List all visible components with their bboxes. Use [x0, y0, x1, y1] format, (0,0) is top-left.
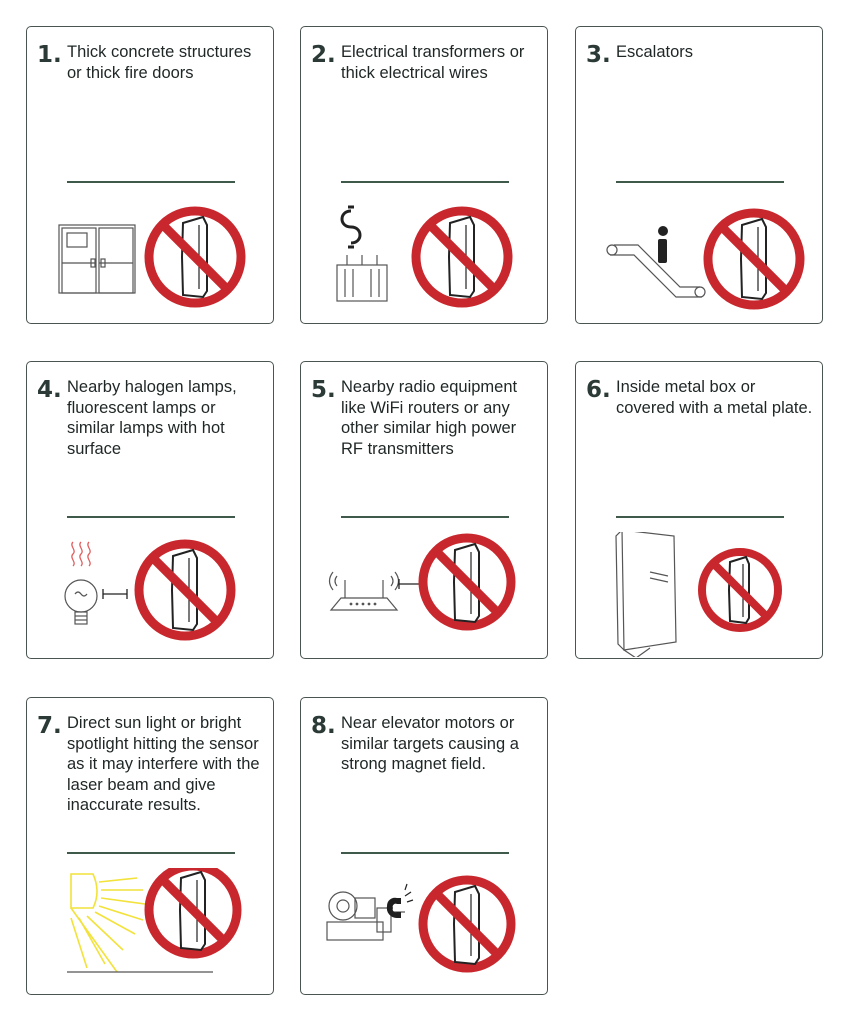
card-2: [300, 26, 548, 324]
divider: [67, 181, 235, 183]
card-3: [575, 26, 823, 324]
divider: [616, 516, 784, 518]
card-5: [300, 361, 548, 659]
metal-box-icon: [616, 532, 676, 657]
card-number: 2.: [311, 42, 336, 68]
prohibited-sensor-icon: [708, 213, 800, 305]
card-number: 6.: [586, 377, 611, 403]
divider: [67, 852, 235, 854]
person-icon: [658, 226, 668, 263]
divider: [341, 181, 509, 183]
card-7: [26, 697, 274, 995]
prohibited-sensor-icon: [423, 880, 511, 968]
card-illustration: [576, 197, 824, 322]
divider: [341, 852, 509, 854]
prohibited-sensor-icon: [149, 868, 237, 954]
divider: [616, 181, 784, 183]
card-number: 1.: [37, 42, 62, 68]
card-illustration: [576, 532, 824, 657]
card-text: Near elevator motors or similar targets causing a strong magnet field.: [341, 714, 519, 773]
wifi-router-icon: [330, 572, 399, 610]
prohibited-sensor-icon: [149, 211, 241, 303]
card-illustration: [27, 868, 275, 993]
escalator-icon: [607, 245, 705, 297]
card-number: 7.: [37, 713, 62, 739]
fire-door-icon: [59, 225, 135, 293]
card-number: 5.: [311, 377, 336, 403]
card-illustration: [301, 532, 549, 657]
card-number: 3.: [586, 42, 611, 68]
card-text: Nearby halogen lamps, fluorescent lamps or similar lamps with hot surface: [67, 378, 237, 458]
card-1: [26, 26, 274, 324]
card-text: Electrical transformers or thick electrical wires: [341, 43, 525, 82]
magnet-icon: [387, 884, 413, 918]
card-number: 4.: [37, 377, 62, 403]
card-8: [300, 697, 548, 995]
card-illustration: [301, 197, 549, 322]
card-text: Nearby radio equipment like WiFi routers or any other similar high power RF transmitters: [341, 378, 518, 458]
prohibited-sensor-icon: [423, 538, 511, 626]
card-illustration: [301, 868, 549, 993]
distance-marker: [399, 579, 421, 589]
card-6: [575, 361, 823, 659]
card-illustration: [27, 197, 275, 322]
divider: [67, 516, 235, 518]
transformer-icon: [337, 207, 387, 301]
sun-icon: [71, 874, 145, 972]
card-text: Thick concrete structures or thick fire doors: [67, 43, 252, 82]
card-number: 8.: [311, 713, 336, 739]
prohibited-sensor-icon: [416, 211, 508, 303]
heat-waves-icon: [72, 542, 90, 566]
prohibited-sensor-icon: [702, 552, 778, 628]
hot-lamp-icon: [65, 580, 97, 624]
divider: [341, 516, 509, 518]
prohibited-sensor-icon: [139, 544, 231, 636]
card-text: Escalators: [616, 43, 694, 61]
card-illustration: [27, 532, 275, 657]
card-text: Inside metal box or covered with a metal plate.: [616, 378, 813, 417]
card-4: [26, 361, 274, 659]
distance-marker: [103, 589, 127, 599]
card-text: Direct sun light or bright spotlight hitting the sensor as it may interfere with the laser beam and give inaccurate results.: [67, 714, 260, 814]
